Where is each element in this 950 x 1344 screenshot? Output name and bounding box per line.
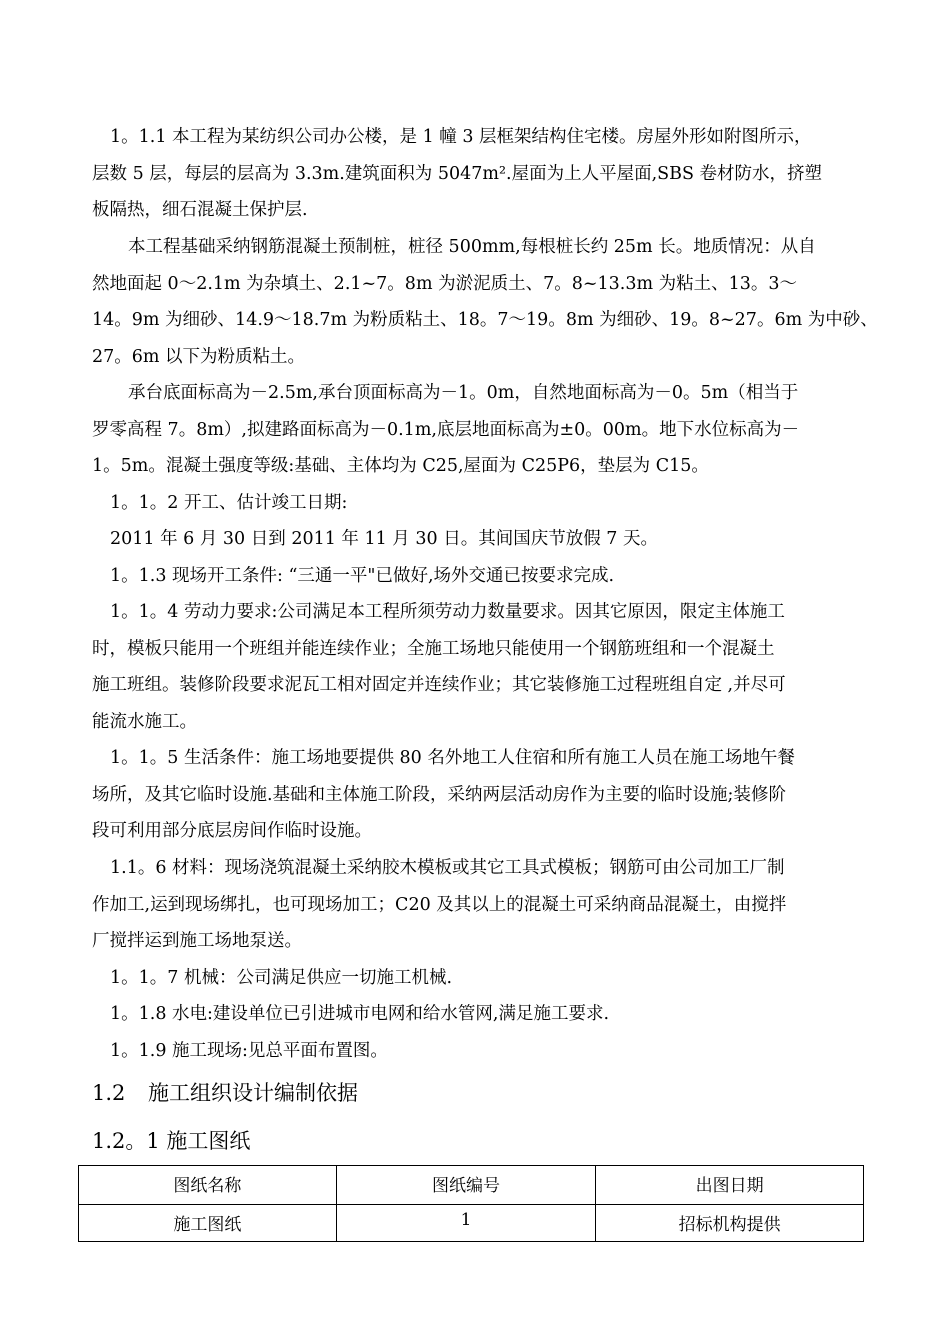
paragraph — [92, 740, 862, 850]
paragraph-line: 14。9m 为细砂、14.9～18.7m 为粉质粘土、18。7～19。8m 为细砂、19。8~27。6m 为中砂、 — [92, 310, 878, 330]
paragraph — [92, 375, 862, 485]
subsection-heading — [92, 1126, 250, 1156]
paragraph — [92, 485, 862, 522]
paragraph — [92, 850, 862, 960]
paragraph-line: 1。1。7 机械：公司满足供应一切施工机械. — [110, 968, 453, 988]
paragraph-line: 时，模板只能用一个班组并能连续作业；全施工场地只能使用一个钢筋班组和一个混凝土 — [92, 638, 775, 659]
paragraph-line: 1。1.8 水电:建设单位已引进城市电网和给水管网,满足施工要求. — [110, 1004, 610, 1024]
paragraph — [92, 960, 862, 997]
paragraph — [92, 521, 862, 558]
paragraph-line: 1。1.9 施工现场:见总平面布置图。 — [110, 1041, 388, 1061]
section-number: 1.2 — [92, 1081, 126, 1105]
paragraph-line: 承台底面标高为－2.5m,承台顶面标高为－1。0m，自然地面标高为－0。5m（相当于 — [128, 383, 799, 403]
paragraph-line: 1。1.1 本工程为某纺织公司办公楼，是 1 幢 3 层框架结构住宅楼。房屋外形如附图所示， — [110, 127, 812, 147]
paragraph-line: 施工班组。装修阶段要求泥瓦工相对固定并连续作业；其它装修施工过程班组自定 ,并尽可 — [92, 675, 786, 695]
paragraph-line: 能流水施工。 — [92, 711, 197, 732]
paragraph-line: 然地面起 0～2.1m 为杂填土、2.1~7。8m 为淤泥质土、7。8~13.3m 为粘土、13。3～ — [92, 273, 798, 294]
paragraph-line: 作加工,运到现场绑扎，也可现场加工；C20 及其以上的混凝土可采纳商品混凝土，由搅拌 — [92, 894, 787, 915]
table-header-row — [79, 1166, 864, 1205]
paragraph — [92, 996, 862, 1033]
paragraph-line: 1。1。2 开工、估计竣工日期: — [110, 493, 348, 513]
table-row — [79, 1205, 864, 1242]
table-cell: 施工图纸 — [79, 1205, 337, 1242]
paragraph — [92, 229, 878, 375]
drawings-table — [78, 1165, 864, 1242]
paragraph-line: 厂搅拌运到施工场地泵送。 — [92, 931, 302, 951]
paragraph — [92, 594, 862, 740]
paragraph-line: 1。5m。混凝土强度等级:基础、主体均为 C25,屋面为 C25P6，垫层为 C15。 — [92, 456, 709, 476]
table-header-cell: 图纸编号 — [336, 1166, 596, 1205]
paragraph — [92, 558, 862, 595]
paragraph-line: 1。1。5 生活条件：施工场地要提供 80 名外地工人住宿和所有施工人员在施工场地午餐 — [110, 748, 795, 768]
paragraph-line: 层数 5 层，每层的层高为 3.3m.建筑面积为 5047m².屋面为上人平屋面,SBS 卷材防水，挤塑 — [92, 163, 823, 184]
paragraph-line: 本工程基础采纳钢筋混凝土预制桩，桩径 500mm,每根桩长约 25m 长。地质情况：从自 — [128, 237, 816, 257]
paragraph-line: 2011 年 6 月 30 日到 2011 年 11 月 30 日。其间国庆节放假 7 天。 — [110, 529, 658, 549]
paragraph-line: 罗零高程 7。8m）,拟建路面标高为－0.1m,底层地面标高为±0。00m。地下水位标高为－ — [92, 419, 800, 440]
subsection-title: 1.2。1 施工图纸 — [92, 1129, 251, 1153]
table-cell: 1 — [336, 1205, 596, 1242]
paragraph — [92, 119, 862, 229]
table-header-cell: 出图日期 — [596, 1166, 864, 1205]
paragraph-line: 板隔热，细石混凝土保护层. — [92, 200, 308, 220]
paragraph-line: 场所，及其它临时设施.基础和主体施工阶段，采纳两层活动房作为主要的临时设施;装修阶 — [92, 784, 786, 805]
paragraph-line: 1.1。6 材料：现场浇筑混凝土采纳胶木模板或其它工具式模板；钢筋可由公司加工厂制 — [110, 858, 785, 878]
paragraph-line: 1。1.3 现场开工条件: “三通一平"已做好,场外交通已按要求完成. — [110, 566, 615, 586]
section-heading — [92, 1078, 358, 1108]
paragraph-line: 段可利用部分底层房间作临时设施。 — [92, 821, 372, 841]
section-title: 施工组织设计编制依据 — [148, 1081, 358, 1105]
paragraph-line: 27。6m 以下为粉质粘土。 — [92, 346, 306, 367]
table-header-cell: 图纸名称 — [79, 1166, 337, 1205]
table-cell: 招标机构提供 — [596, 1205, 864, 1242]
paragraph-line: 1。1。4 劳动力要求:公司满足本工程所须劳动力数量要求。因其它原因，限定主体施工 — [110, 602, 785, 622]
paragraph — [92, 1033, 862, 1070]
